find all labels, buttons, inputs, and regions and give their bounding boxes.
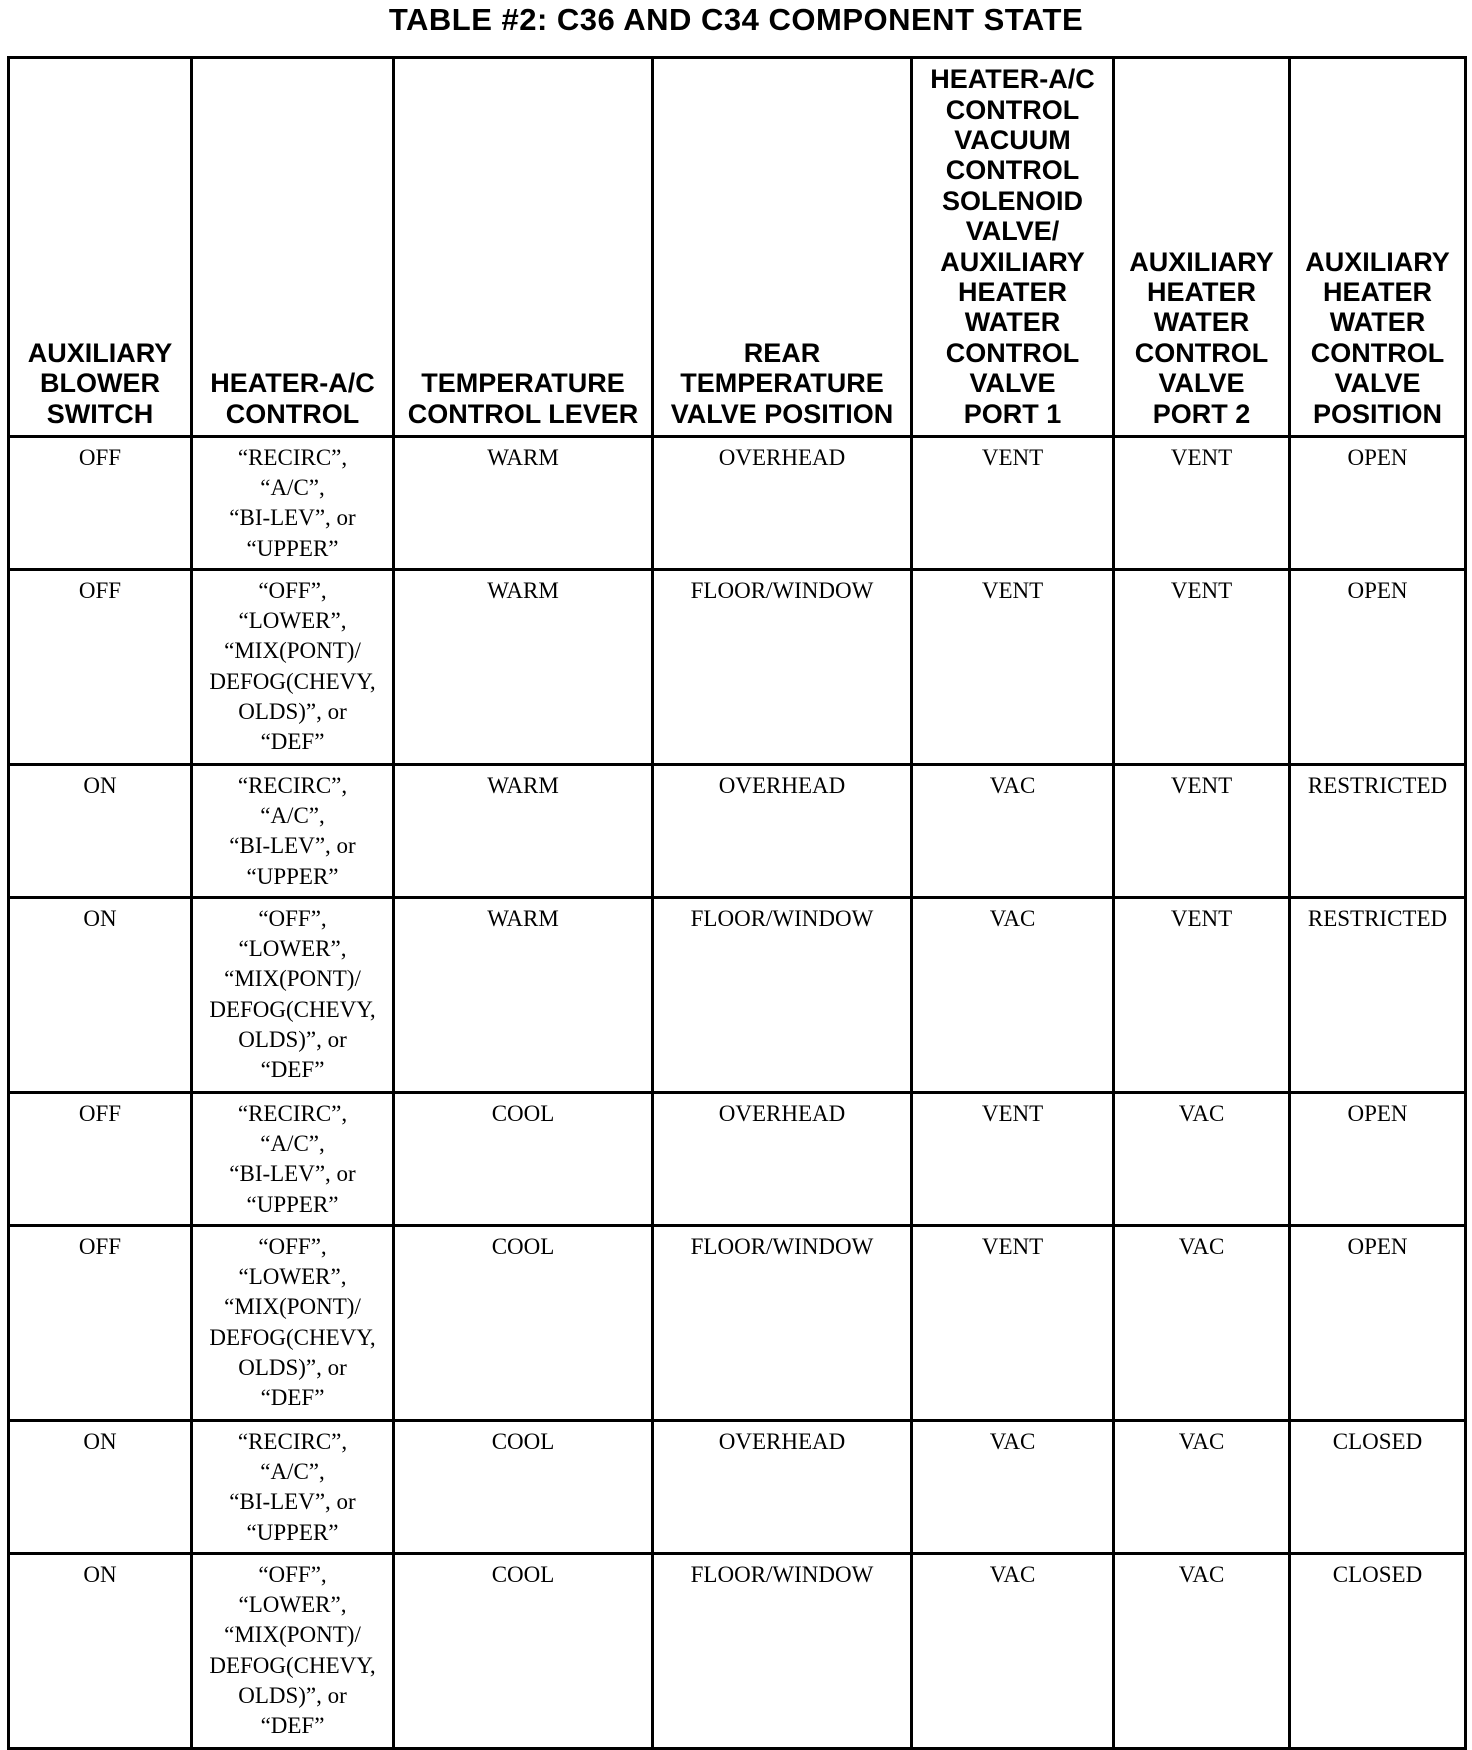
cell-valve-position: OPEN	[1290, 570, 1466, 765]
cell-port-2: VENT	[1114, 570, 1290, 765]
control-setting-line: “UPPER”	[246, 863, 339, 889]
header-heater-ac-control	[192, 58, 394, 437]
cell-port-2: VENT	[1114, 898, 1290, 1093]
cell-valve-position: CLOSED	[1290, 1554, 1466, 1749]
cell-rear-valve-position: OVERHEAD	[653, 765, 912, 898]
cell-heater-ac-control	[192, 1421, 394, 1554]
cell-rear-valve-position: OVERHEAD	[653, 1093, 912, 1226]
cell-temperature-lever: WARM	[394, 765, 653, 898]
control-setting-line: “RECIRC”,	[237, 1101, 348, 1126]
control-setting-line: DEFOG(CHEVY,	[209, 1652, 376, 1678]
header-line: AUXILIARY	[27, 337, 173, 368]
header-line: CONTROL	[1134, 337, 1269, 368]
table-row	[9, 898, 1466, 1093]
cell-rear-valve-position: OVERHEAD	[653, 1421, 912, 1554]
cell-valve-position: OPEN	[1290, 1093, 1466, 1226]
cell-temperature-lever: COOL	[394, 1421, 653, 1554]
header-line: AUXILIARY	[1129, 246, 1274, 277]
header-line: SWITCH	[46, 398, 154, 429]
control-setting-line: “A/C”,	[260, 803, 325, 829]
cell-heater-ac-control	[192, 898, 394, 1093]
cell-blower-switch: ON	[9, 1421, 192, 1554]
header-line: AUXILIARY	[940, 246, 1085, 277]
header-line: CONTROL	[225, 398, 360, 429]
control-setting-line: DEFOG(CHEVY,	[209, 1324, 376, 1350]
header-water-control-valve-port-2	[1114, 58, 1290, 437]
header-line: VALVE	[969, 368, 1056, 399]
cell-heater-ac-control	[192, 1226, 394, 1421]
cell-temperature-lever: COOL	[394, 1226, 653, 1421]
control-setting-line: OLDS)”, or	[238, 1354, 347, 1380]
control-setting-line: “MIX(PONT)/	[224, 966, 361, 992]
control-setting-line: “RECIRC”,	[237, 445, 348, 470]
header-line: HEATER	[1146, 276, 1256, 307]
cell-port-1: VENT	[912, 1093, 1114, 1226]
cell-rear-valve-position: FLOOR/WINDOW	[653, 1226, 912, 1421]
cell-rear-valve-position: FLOOR/WINDOW	[653, 570, 912, 765]
cell-blower-switch: OFF	[9, 1226, 192, 1421]
header-line: HEATER	[1322, 276, 1432, 307]
control-setting-line: OLDS)”, or	[238, 1682, 347, 1708]
cell-port-2: VENT	[1114, 765, 1290, 898]
header-line: CONTROL	[945, 94, 1080, 125]
header-line: CONTROL LEVER	[407, 398, 639, 429]
cell-heater-ac-control	[192, 570, 394, 765]
cell-valve-position: CLOSED	[1290, 1421, 1466, 1554]
control-setting-line: “A/C”,	[260, 1459, 325, 1485]
header-line: CONTROL	[945, 337, 1080, 368]
cell-temperature-lever: WARM	[394, 570, 653, 765]
cell-port-2: VAC	[1114, 1226, 1290, 1421]
cell-port-2: VAC	[1114, 1421, 1290, 1554]
header-auxiliary-blower-switch	[9, 58, 192, 437]
cell-port-2: VAC	[1114, 1554, 1290, 1749]
header-line: HEATER-A/C	[930, 64, 1095, 95]
header-line: CONTROL	[945, 155, 1080, 186]
cell-rear-valve-position: FLOOR/WINDOW	[653, 1554, 912, 1749]
cell-blower-switch: ON	[9, 765, 192, 898]
header-line: TEMPERATURE	[421, 368, 625, 399]
header-row	[9, 58, 1466, 437]
control-setting-line: “RECIRC”,	[237, 773, 348, 798]
control-setting-line: “MIX(PONT)/	[224, 638, 361, 664]
control-setting-line: “UPPER”	[246, 1191, 339, 1217]
header-line: BLOWER	[40, 368, 160, 399]
control-setting-line: “A/C”,	[260, 1131, 325, 1157]
header-line: VALVE/	[965, 216, 1060, 247]
header-line: VACUUM	[954, 124, 1071, 155]
control-setting-line: “MIX(PONT)/	[224, 1622, 361, 1648]
cell-port-1: VAC	[912, 1421, 1114, 1554]
header-line: PORT 1	[963, 398, 1062, 429]
cell-heater-ac-control	[192, 765, 394, 898]
control-setting-line: “LOWER”,	[238, 936, 347, 962]
control-setting-line: “DEF”	[260, 1057, 325, 1083]
cell-port-1: VAC	[912, 1554, 1114, 1749]
header-water-control-valve-position	[1290, 58, 1466, 437]
cell-blower-switch: OFF	[9, 1093, 192, 1226]
control-setting-line: “OFF”,	[258, 578, 327, 603]
table-row	[9, 765, 1466, 898]
cell-heater-ac-control	[192, 1554, 394, 1749]
control-setting-line: “LOWER”,	[238, 1264, 347, 1290]
cell-port-1: VENT	[912, 1226, 1114, 1421]
control-setting-line: “BI-LEV”, or	[229, 1161, 356, 1187]
cell-port-2: VAC	[1114, 1093, 1290, 1226]
control-setting-line: DEFOG(CHEVY,	[209, 668, 376, 694]
table-row	[9, 1554, 1466, 1749]
control-setting-line: “DEF”	[260, 1713, 325, 1739]
control-setting-line: “RECIRC”,	[237, 1429, 348, 1454]
cell-port-1: VAC	[912, 898, 1114, 1093]
header-line: SOLENOID	[941, 185, 1083, 216]
control-setting-line: OLDS)”, or	[238, 1026, 347, 1052]
header-line: VALVE POSITION	[670, 398, 894, 429]
cell-valve-position: OPEN	[1290, 1226, 1466, 1421]
control-setting-line: “DEF”	[260, 1385, 325, 1411]
header-line: REAR	[743, 337, 821, 368]
cell-port-1: VENT	[912, 570, 1114, 765]
table-title: TABLE #2: C36 AND C34 COMPONENT STATE	[388, 2, 1084, 37]
header-line: VALVE	[1158, 368, 1245, 399]
header-line: VALVE	[1334, 368, 1421, 399]
cell-port-2: VENT	[1114, 437, 1290, 570]
cell-valve-position: OPEN	[1290, 437, 1466, 570]
header-line: WATER	[964, 307, 1061, 338]
control-setting-line: “OFF”,	[258, 1234, 327, 1259]
header-line: PORT 2	[1152, 398, 1251, 429]
header-line: AUXILIARY	[1305, 246, 1450, 277]
table-row	[9, 1421, 1466, 1554]
header-temperature-control-lever	[394, 58, 653, 437]
control-setting-line: “MIX(PONT)/	[224, 1294, 361, 1320]
cell-temperature-lever: WARM	[394, 898, 653, 1093]
cell-port-1: VENT	[912, 437, 1114, 570]
cell-temperature-lever: WARM	[394, 437, 653, 570]
control-setting-line: “DEF”	[260, 729, 325, 755]
control-setting-line: “LOWER”,	[238, 608, 347, 634]
header-line: WATER	[1329, 307, 1426, 338]
table-row	[9, 570, 1466, 765]
table-row	[9, 1226, 1466, 1421]
cell-heater-ac-control	[192, 1093, 394, 1226]
cell-heater-ac-control	[192, 437, 394, 570]
table-body	[9, 437, 1466, 1749]
control-setting-line: “UPPER”	[246, 535, 339, 561]
cell-rear-valve-position: OVERHEAD	[653, 437, 912, 570]
control-setting-line: “BI-LEV”, or	[229, 505, 356, 531]
cell-port-1: VAC	[912, 765, 1114, 898]
table-row	[9, 437, 1466, 570]
cell-rear-valve-position: FLOOR/WINDOW	[653, 898, 912, 1093]
header-line: TEMPERATURE	[680, 368, 884, 399]
cell-valve-position: RESTRICTED	[1290, 765, 1466, 898]
header-line: CONTROL	[1310, 337, 1445, 368]
control-setting-line: “LOWER”,	[238, 1592, 347, 1618]
control-setting-line: “OFF”,	[258, 1562, 327, 1587]
cell-valve-position: RESTRICTED	[1290, 898, 1466, 1093]
control-setting-line: “BI-LEV”, or	[229, 833, 356, 859]
header-rear-temperature-valve-position	[653, 58, 912, 437]
cell-temperature-lever: COOL	[394, 1554, 653, 1749]
control-setting-line: “UPPER”	[246, 1519, 339, 1545]
table-row	[9, 1093, 1466, 1226]
header-solenoid-valve-port-1	[912, 58, 1114, 437]
cell-temperature-lever: COOL	[394, 1093, 653, 1226]
control-setting-line: “A/C”,	[260, 475, 325, 501]
control-setting-line: OLDS)”, or	[238, 698, 347, 724]
header-line: WATER	[1153, 307, 1250, 338]
component-state-table	[7, 56, 1467, 1750]
cell-blower-switch: OFF	[9, 570, 192, 765]
header-line: POSITION	[1312, 398, 1442, 429]
cell-blower-switch: OFF	[9, 437, 192, 570]
control-setting-line: “BI-LEV”, or	[229, 1489, 356, 1515]
cell-blower-switch: ON	[9, 1554, 192, 1749]
header-line: HEATER	[957, 276, 1067, 307]
control-setting-line: “OFF”,	[258, 906, 327, 931]
control-setting-line: DEFOG(CHEVY,	[209, 996, 376, 1022]
cell-blower-switch: ON	[9, 898, 192, 1093]
header-line: HEATER-A/C	[210, 368, 375, 399]
